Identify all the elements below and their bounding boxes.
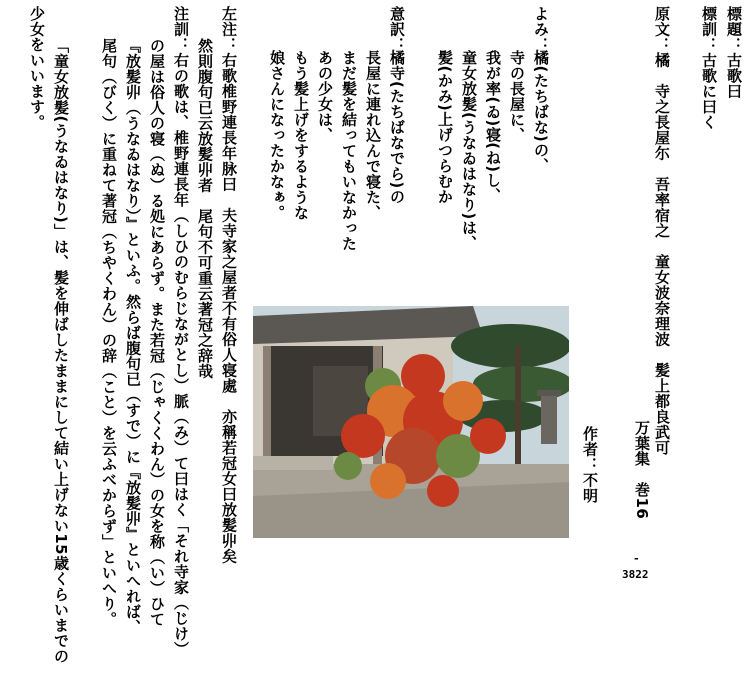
annotation-label: 注訓： bbox=[172, 6, 190, 53]
reading-line: 我が率(ゐ)寝(ね)し、 bbox=[484, 50, 502, 204]
kundoku-title-label: 標訓： bbox=[700, 6, 718, 53]
left-note-line bbox=[217, 6, 241, 564]
translation-line: あの少女は、 bbox=[316, 50, 334, 143]
author-line bbox=[578, 426, 602, 504]
citation-block bbox=[581, 420, 651, 590]
volume-number: 巻16 bbox=[633, 482, 651, 520]
left-note-line: 然則腹句已云放髪丱者 尾句不可重云著冠之辞哉 bbox=[196, 38, 214, 379]
reading-line: 寺の長屋に、 bbox=[508, 50, 526, 143]
collection-title: 万葉集 bbox=[633, 420, 651, 467]
temple-garden-image bbox=[253, 306, 569, 538]
left-note-label: 左注： bbox=[220, 6, 238, 53]
reading-line: 童女放髪(うなゐはなり)は、 bbox=[460, 50, 478, 251]
annotation-line: 『放髪丱（うなゐはなり）』といふ。然らば腹句已（すで）に『放髪丱』といへれば、 bbox=[124, 38, 142, 635]
annotation-line: 尾句（びく）に重ねて著冠（ちやくわん）の辞（こと）を云ふべからず」といへり。 bbox=[100, 38, 118, 627]
reading-line: 橘(たちばな)の、 bbox=[532, 50, 550, 174]
kundoku-title-heading bbox=[697, 6, 721, 130]
translation-line: 長屋に連れ込んで寝た、 bbox=[364, 50, 382, 221]
translation-line: まだ髪を結ってもいなかった bbox=[340, 50, 358, 252]
annotation-line bbox=[169, 6, 193, 657]
explanation-line: 「童女放髪(うなゐはなり)」は、髪を伸ばしたままにして結い上げない15歳くらいまでの bbox=[52, 38, 70, 664]
explanation-line: 少女をいいます。 bbox=[28, 6, 46, 130]
title-value: 古歌曰 bbox=[725, 52, 743, 99]
title-heading bbox=[722, 6, 746, 99]
reading-label: よみ： bbox=[532, 6, 550, 53]
original-body: 橘 寺之長屋尓 吾率宿之 童女波奈理波 髪上都良武可 bbox=[653, 52, 671, 456]
translation-label: 意訳： bbox=[388, 6, 406, 53]
annotation-text: 右の歌は、椎野連長年（しひのむらじながとし）脈（み）て曰はく「それ寺家（じけ） bbox=[172, 52, 190, 657]
title-label: 標題： bbox=[725, 6, 743, 53]
original-text bbox=[650, 6, 674, 456]
translation-line: 橘寺(たちばなでら)の bbox=[388, 50, 406, 205]
left-note-text: 右歌椎野連長年脉曰 夫寺家之屋者不有俗人寝處 亦稱若冠女曰放髪丱矣 bbox=[220, 52, 238, 564]
reading-line: 髪(かみ)上げつらむか bbox=[436, 50, 454, 205]
translation-line: 娘さんになったかなぁ。 bbox=[268, 50, 286, 221]
kundoku-title-value: 古歌に曰く bbox=[700, 52, 718, 130]
temple-photo bbox=[253, 306, 569, 538]
original-label: 原文： bbox=[653, 6, 671, 53]
poem-dash: - bbox=[633, 552, 640, 565]
author-label: 作者： bbox=[581, 426, 599, 473]
author-name: 不明 bbox=[581, 472, 599, 504]
collection-name bbox=[630, 420, 654, 519]
translation-line: もう髪上げをするような bbox=[292, 50, 310, 221]
poem-number: 3822 bbox=[622, 568, 649, 581]
annotation-line: の屋は俗人の寝（ぬ）る処にあらず。また若冠（じゃくくわん）の女を称（い）ひて bbox=[148, 38, 166, 627]
